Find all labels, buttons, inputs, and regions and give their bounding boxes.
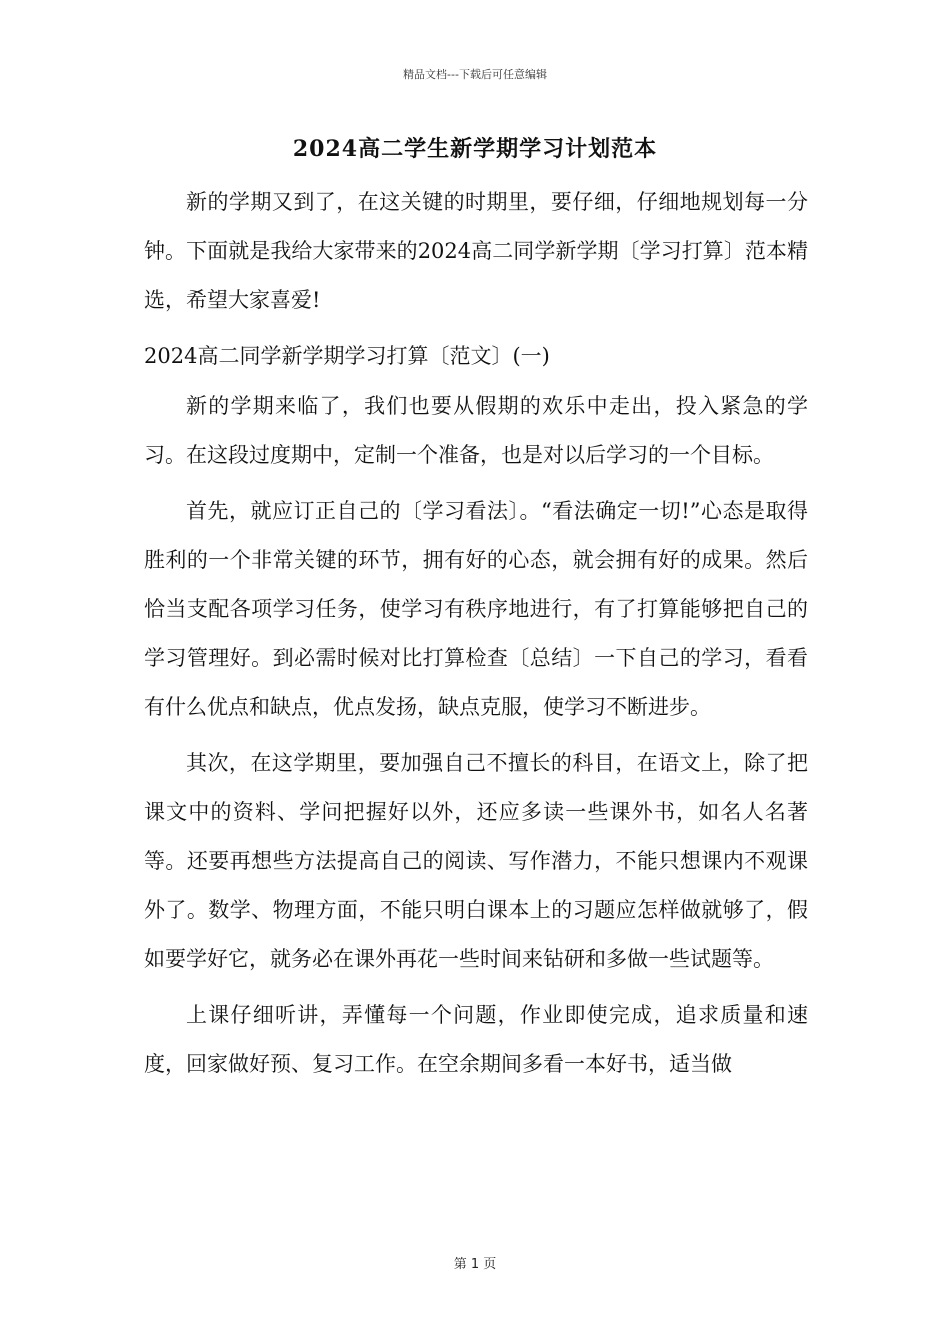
document-body [144,178,808,1096]
page-title: 2024高二学生新学期学习计划范本 [292,136,658,162]
header-note: 精品文档---下载后可任意编辑 [403,68,547,81]
page-number: 第 1 页 [453,1257,497,1272]
body-paragraph-3: 其次，在这学期里，要加强自己不擅长的科目，在语文上，除了把课文中的资料、学问把握好以外，还应多读一些课外书，如名人名著等。还要再想些方法提高自己的阅读、写作潜力，不能只想课内不观课外了。数学、物理方面，不能只明白课本上的习题应怎样做就够了，假如要学好它，就务必在课外再花一些时间来钻研和多做一些试题等。 [144,751,808,971]
body-paragraph-1: 新的学期来临了，我们也要从假期的欢乐中走出，投入紧急的学习。在这段过度期中，定制一个准备，也是对以后学习的一个目标。 [144,394,808,467]
section-heading: 2024高二同学新学期学习打算〔范文〕(一) [144,344,550,368]
intro-paragraph: 新的学期又到了，在这关键的时期里，要仔细，仔细地规划每一分钟。下面就是我给大家带来的2024高二同学新学期〔学习打算〕范本精选，希望大家喜爱! [144,190,808,312]
body-paragraph-4: 上课仔细听讲，弄懂每一个问题，作业即使完成，追求质量和速度，回家做好预、复习工作。在空余期间多看一本好书，适当做 [144,1003,808,1076]
body-paragraph-2: 首先，就应订正自己的〔学习看法〕。“看法确定一切!”心态是取得胜利的一个非常关键的环节，拥有好的心态，就会拥有好的成果。然后恰当支配各项学习任务，使学习有秩序地进行，有了打算能够把自己的学习管理好。到必需时候对比打算检查〔总结〕一下自己的学习，看看有什么优点和缺点，优点发扬，缺点克服，使学习不断进步。 [144,499,808,719]
